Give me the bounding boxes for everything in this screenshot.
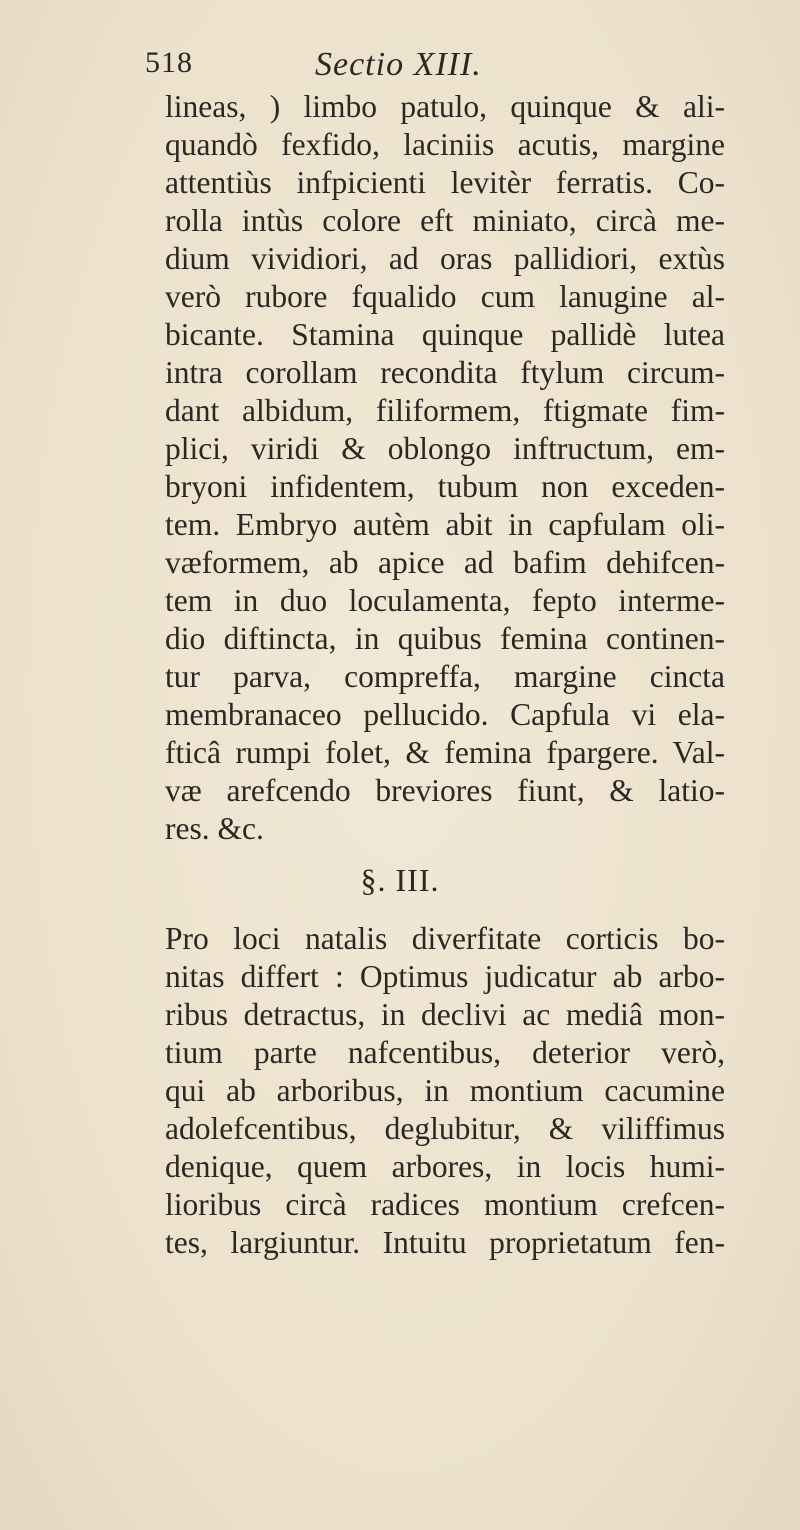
text-line: verò rubore fqualido cum lanugine al- <box>165 279 725 314</box>
text-line: membranaceo pellucido. Capfula vi ela- <box>165 697 725 732</box>
text-line: adolefcentibus, deglubitur, & viliffimus <box>165 1111 725 1146</box>
paragraph-1 <box>165 88 725 848</box>
text-line: ribus detractus, in declivi ac mediâ mon- <box>165 997 725 1032</box>
text-line: bicante. Stamina quinque pallidè lutea <box>165 317 725 352</box>
text-line: quandò fexfido, laciniis acutis, margine <box>165 127 725 162</box>
text-line: fticâ rumpi folet, & femina fpargere. Val- <box>165 735 725 770</box>
text-line: tium parte nafcentibus, deterior verò, <box>165 1035 725 1070</box>
text-line: denique, quem arbores, in locis humi- <box>165 1149 725 1184</box>
text-line: dium vividiori, ad oras pallidiori, extùs <box>165 241 725 276</box>
text-line: plici, viridi & oblongo inftructum, em- <box>165 431 725 466</box>
text-line: rolla intùs colore eft miniato, circà me- <box>165 203 725 238</box>
text-line: attentiùs infpicienti levitèr ferratis. Co- <box>165 165 725 200</box>
text-line: tem. Embryo autèm abit in capfulam oli- <box>165 507 725 542</box>
text-line: tem in duo loculamenta, fepto interme- <box>165 583 725 618</box>
text-line: dant albidum, filiformem, ftigmate fim- <box>165 393 725 428</box>
text-line: tes, largiuntur. Intuitu proprietatum fen- <box>165 1225 725 1260</box>
text-line: qui ab arboribus, in montium cacumine <box>165 1073 725 1108</box>
text-line: lioribus circà radices montium crefcen- <box>165 1187 725 1222</box>
text-line: intra corollam recondita ftylum circum- <box>165 355 725 390</box>
text-line: lineas, ) limbo patulo, quinque & ali- <box>165 89 725 124</box>
text-line: bryoni infidentem, tubum non exceden- <box>165 469 725 504</box>
paragraph-2 <box>165 920 725 1262</box>
text-line: væ arefcendo breviores fiunt, & latio- <box>165 773 725 808</box>
text-line: res. &c. <box>165 811 264 846</box>
text-line: dio diftincta, in quibus femina continen- <box>165 621 725 656</box>
text-line: væformem, ab apice ad bafim dehifcen- <box>165 545 725 580</box>
running-head <box>145 46 745 92</box>
page-number: 518 <box>145 46 193 79</box>
section-number: §. III. <box>360 862 440 898</box>
section-title: Sectio XIII. <box>315 46 482 83</box>
text-line: tur parva, compreffa, margine cincta <box>165 659 725 694</box>
text-line: nitas differt : Optimus judicatur ab arbo- <box>165 959 725 994</box>
text-line: Pro loci natalis diverfitate corticis bo- <box>165 921 725 956</box>
